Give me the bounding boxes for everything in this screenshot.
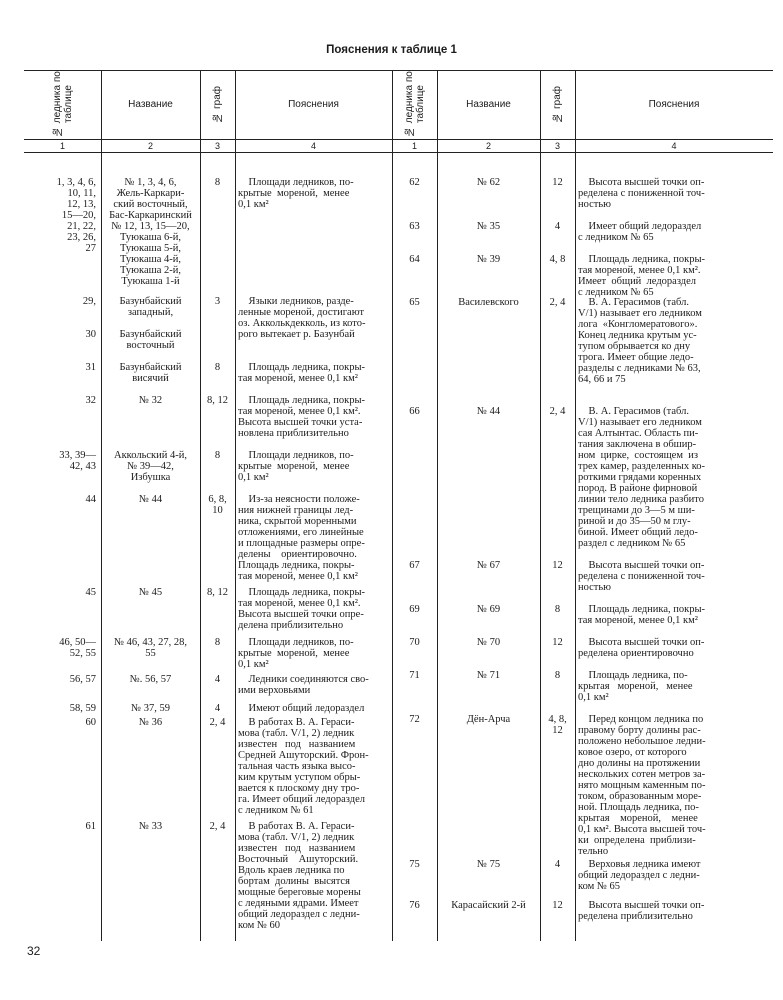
cell-col: 4 — [214, 703, 221, 714]
cell-name: Дён-Арча — [466, 714, 511, 725]
header-bottom-rule — [24, 139, 773, 140]
cell-num: 31 — [85, 362, 96, 373]
cell-name: № 46, 43, 27, 28, 55 — [113, 637, 188, 659]
column-number: 1 — [411, 141, 417, 151]
cell-note: Площади ледников, по- крытые мореной, менее 0,1 км² — [238, 637, 354, 670]
column-divider — [540, 70, 541, 941]
cell-col: 8 — [554, 670, 561, 681]
cell-col: 6, 8, 10 — [208, 494, 227, 516]
column-number: 2 — [147, 141, 153, 151]
cell-num: 67 — [409, 560, 420, 571]
cell-num: 46, 50— 52, 55 — [59, 637, 96, 659]
cell-num: 1, 3, 4, 6, 10, 11, 12, 13, 15—20, 21, 22, 23, 26, 27 — [56, 177, 96, 254]
cell-note: Площадь ледника, покры- тая мореной, менее 0,1 км². Высота высшей точки уста- новлена приблизительно — [238, 395, 366, 439]
cell-note: Площадь ледника, покры- тая мореной, менее 0,1 км². Имеет общий ледораздел с ледником № 65 — [578, 254, 706, 298]
column-number: 4 — [671, 141, 677, 151]
cell-note: Ледники соединяются сво- ими верховьями — [238, 674, 369, 696]
cell-col: 2, 4 — [209, 717, 226, 728]
cell-note: Имеют общий ледораздел — [238, 703, 365, 714]
cell-num: 32 — [85, 395, 96, 406]
cell-col: 12 — [552, 177, 563, 188]
cell-name: №. 56, 57 — [129, 674, 172, 685]
cell-num: 64 — [409, 254, 420, 265]
cell-num: 45 — [85, 587, 96, 598]
cell-num: 70 — [409, 637, 420, 648]
cell-num: 30 — [85, 329, 96, 340]
cell-num: 44 — [85, 494, 96, 505]
cell-name: № 62 — [476, 177, 501, 188]
column-number: 4 — [310, 141, 316, 151]
cell-note: Верховья ледника имеют общий ледораздел с ледни- ком № 65 — [578, 859, 701, 892]
cell-col: 8, 12 — [207, 395, 228, 406]
cell-note: В работах В. А. Гераси- мова (табл. V/1, 2) ледник известен под названием Восточный Ашуторский. Вдоль краев ледника по бортам долины высятся мощные береговые морены с ледяными ядрами. Имеет общий ледораздел с ледни- ком № 60 — [238, 821, 361, 931]
cell-col: 4 — [554, 221, 561, 232]
cell-col: 4 — [554, 859, 561, 870]
cell-name: № 37, 59 — [131, 703, 170, 714]
header-column: № граф — [212, 86, 223, 123]
cell-note: Высота высшей точки оп- ределена приблизительно — [578, 900, 705, 922]
cell-note: В. А. Герасимов (табл. V/1) называет его ледником сая Алтынтас. Область пи- тания заключена в обшир- ном цирке, состоящем из трех камер, разделенных ко- роткими грядами коренных пород. В районе фирновой линии тело ледника разбито трещинами до 3—5 м ши- риной и до 35—50 м глу- биной. Имеет общий ледо- раздел с ледником № 65 — [578, 406, 706, 549]
cell-col: 8 — [214, 637, 221, 648]
cell-col: 12 — [552, 637, 563, 648]
column-divider — [101, 70, 102, 941]
cell-num: 60 — [85, 717, 96, 728]
cell-note: Площадь ледника, покры- тая мореной, менее 0,1 км² — [238, 362, 366, 384]
cell-name: № 39 — [476, 254, 501, 265]
cell-name: Аккольский 4-й, № 39—42, Избушка — [113, 450, 187, 483]
cell-name: Карасайский 2-й — [451, 900, 526, 911]
cell-col: 3 — [214, 296, 221, 307]
column-divider — [235, 70, 236, 941]
header-number: № ледника по таблице — [403, 71, 426, 138]
cell-name: № 70 — [476, 637, 501, 648]
cell-col: 8 — [214, 177, 221, 188]
cell-num: 58, 59 — [69, 703, 96, 714]
column-number: 3 — [214, 141, 220, 151]
column-number: 1 — [59, 141, 65, 151]
cell-note: В работах В. А. Гераси- мова (табл. V/1, 2) ледник известен под названием Средней Ашуторский. Фрон- тальная часть языка высо- ким крутым уступом обры- вается к плоскому дну тро- га. Имеет общий ледораздел с ледником № 61 — [238, 717, 369, 816]
cell-note: Из-за неясности положе- ния нижней границы лед- ника, скрытой моренными отложениями, его линейные и площадные размеры опре- делены ориентировочно. Площадь ледника, покры- тая мореной, менее 0,1 км² — [238, 494, 365, 582]
column-divider — [575, 70, 576, 941]
column-divider — [437, 70, 438, 941]
cell-num: 65 — [409, 297, 420, 308]
cell-col: 4 — [214, 674, 221, 685]
column-number: 3 — [554, 141, 560, 151]
cell-note: Высота высшей точки оп- ределена ориентировочно — [578, 637, 705, 659]
cell-num: 29, — [82, 296, 96, 307]
cell-num: 56, 57 — [69, 674, 96, 685]
cell-col: 2, 4 — [549, 406, 566, 417]
cell-col: 8 — [214, 362, 221, 373]
cell-col: 4, 8, 12 — [548, 714, 567, 736]
cell-name: № 36 — [138, 717, 163, 728]
cell-num: 61 — [85, 821, 96, 832]
cell-num: 66 — [409, 406, 420, 417]
cell-note: Площадь ледника, покры- тая мореной, менее 0,1 км² — [578, 604, 706, 626]
cell-note: Языки ледников, разде- ленные мореной, достигают оз. Акколькдекколь, из кото- рого вытекает р. Базунбай — [238, 296, 366, 340]
header-name: Название — [128, 99, 173, 110]
cell-name: Базунбайский висячий — [119, 362, 182, 384]
page-number: 32 — [27, 944, 41, 958]
cell-col: 8 — [214, 450, 221, 461]
cell-name: № 75 — [476, 859, 501, 870]
cell-num: 75 — [409, 859, 420, 870]
cell-num: 62 — [409, 177, 420, 188]
cell-note: Высота высшей точки оп- ределена с пониженной точ- ностью — [578, 560, 705, 593]
cell-note: В. А. Герасимов (табл. V/1) называет его ледником лога «Конгломератового». Конец ледника крутым ус- тупом обрывается ко дну трога. Имеет общие ледо- разделы с ледниками № 63, 64, 66 и 75 — [578, 297, 702, 385]
cell-note: Высота высшей точки оп- ределена с пониженной точ- ностью — [578, 177, 705, 210]
cell-name: № 33 — [138, 821, 163, 832]
header-notes: Пояснения — [288, 99, 339, 110]
header-number: № ледника по таблице — [51, 71, 74, 138]
cell-name: Василевского — [458, 297, 519, 308]
cell-name: № 32 — [138, 395, 163, 406]
cell-col: 12 — [552, 560, 563, 571]
cell-note: Площадь ледника, по- крытая мореной, менее 0,1 км² — [578, 670, 693, 703]
page-title: Пояснения к таблице 1 — [326, 44, 457, 56]
cell-name: № 67 — [476, 560, 501, 571]
header-name: Название — [466, 99, 511, 110]
cell-name: № 35 — [476, 221, 501, 232]
cell-col: 12 — [552, 900, 563, 911]
cell-col: 2, 4 — [549, 297, 566, 308]
cell-num: 33, 39— 42, 43 — [59, 450, 96, 472]
header-notes: Пояснения — [648, 99, 700, 110]
cell-name: № 44 — [138, 494, 163, 505]
cell-name: Базунбайский восточный — [119, 329, 182, 351]
cell-col: 2, 4 — [209, 821, 226, 832]
cell-note: Перед концом ледника по правому борту долины рас- положено небольшое ледни- ковое озеро, от которого дно долины на протяжении нескольких сотен метров за- нято мощным каменным по- током, образованным море- ной. Площадь ледника, по- крытая мореной, менее 0,1 км². Высота высшей точ- ки определена приблизи- тельно — [578, 714, 706, 857]
cell-note: Площадь ледника, покры- тая мореной, менее 0,1 км². Высота высшей точки опре- делена приблизительно — [238, 587, 366, 631]
cell-num: 72 — [409, 714, 420, 725]
cell-name: № 69 — [476, 604, 501, 615]
cell-num: 71 — [409, 670, 420, 681]
cell-name: № 1, 3, 4, 6, Жель-Каркари- ский восточный, Бас-Каркаринский № 12, 13, 15—20, Туюкаша 6-й, Туюкаша 5-й, Туюкаша 4-й, Туюкаша 2-й, Туюкаша 1-й — [109, 177, 192, 287]
cell-col: 4, 8 — [549, 254, 566, 265]
cell-num: 63 — [409, 221, 420, 232]
cell-note: Площади ледников, по- крытые мореной, менее 0,1 км² — [238, 450, 354, 483]
cell-note: Площади ледников, по- крытые мореной, менее 0,1 км² — [238, 177, 354, 210]
cell-name: Базунбайский западный, — [119, 296, 182, 318]
cell-num: 69 — [409, 604, 420, 615]
cell-col: 8, 12 — [207, 587, 228, 598]
header-column: № граф — [552, 86, 563, 123]
cell-name: № 71 — [476, 670, 501, 681]
cell-num: 76 — [409, 900, 420, 911]
cell-col: 8 — [554, 604, 561, 615]
column-divider — [392, 70, 393, 941]
cell-name: № 44 — [476, 406, 501, 417]
cell-note: Имеет общий ледораздел с ледником № 65 — [578, 221, 702, 243]
colnum-bottom-rule — [24, 152, 773, 153]
column-number: 2 — [485, 141, 491, 151]
cell-name: № 45 — [138, 587, 163, 598]
